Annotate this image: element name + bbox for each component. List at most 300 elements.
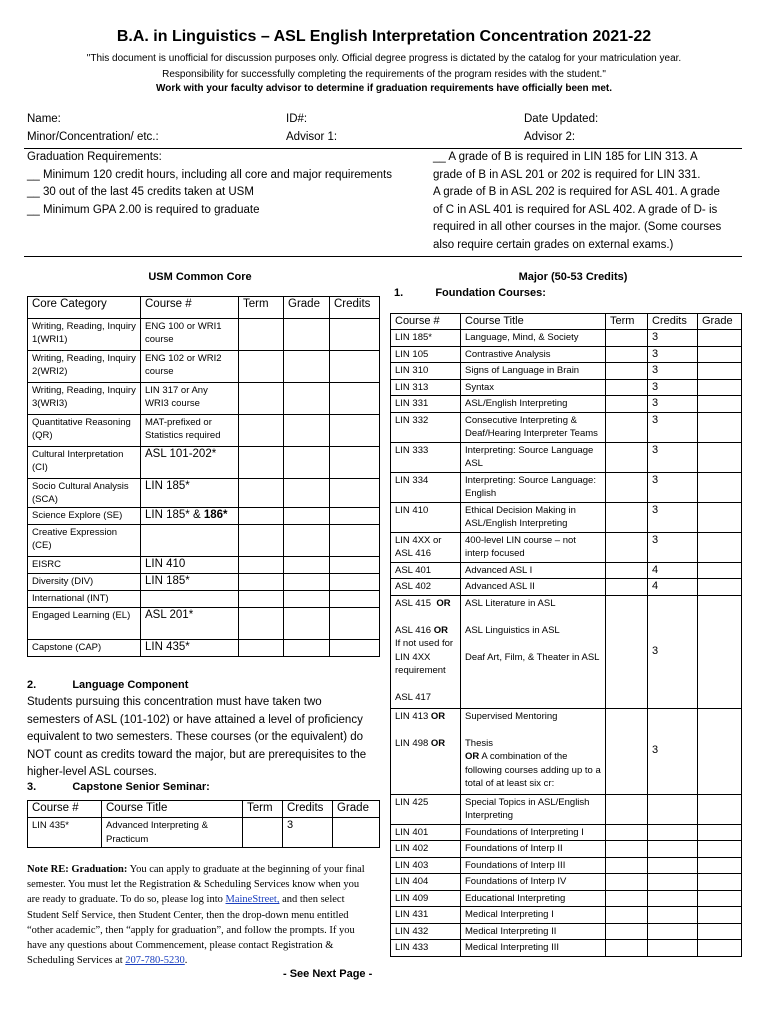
capstone-col-term: Term xyxy=(243,801,283,818)
core-course: ASL 101-202* xyxy=(141,447,239,479)
table-row xyxy=(391,841,742,858)
major-course-title: Advanced ASL I xyxy=(461,562,606,579)
grade-cell[interactable] xyxy=(284,319,330,351)
disclaimer-line-2: Responsibility for successfully completing the requirements of the program resides with the student." xyxy=(162,69,606,80)
major-credits: 3 xyxy=(648,379,698,396)
term-cell[interactable] xyxy=(606,874,648,891)
credits-cell[interactable] xyxy=(330,479,380,508)
grade-cell[interactable] xyxy=(698,379,742,396)
term-cell[interactable] xyxy=(606,890,648,907)
grade-line: __ A grade of B is required in LIN 185 for LIN 313. A xyxy=(433,151,698,163)
table-row xyxy=(391,442,742,472)
table-row xyxy=(391,940,742,957)
major-credits xyxy=(648,824,698,841)
table-row xyxy=(391,363,742,380)
major-course-title: Interpreting: Source Language ASL xyxy=(461,442,606,472)
table-row xyxy=(28,574,380,591)
term-cell[interactable] xyxy=(606,442,648,472)
term-cell[interactable] xyxy=(239,479,284,508)
asl-415: ASL 415 xyxy=(395,597,432,609)
table-row xyxy=(391,379,742,396)
grade-cell[interactable] xyxy=(284,525,330,557)
grade-cell[interactable] xyxy=(698,907,742,924)
table-row xyxy=(28,447,380,479)
major-course: LIN 333 xyxy=(391,442,461,472)
table-row xyxy=(28,351,380,383)
credits-cell[interactable] xyxy=(330,415,380,447)
major-course-title: Interpreting: Source Language: English xyxy=(461,472,606,502)
grade-cell[interactable] xyxy=(698,940,742,957)
term-cell[interactable] xyxy=(239,447,284,479)
table-row xyxy=(28,479,380,508)
date-updated-label: Date Updated: xyxy=(524,113,599,125)
core-course: LIN 435* xyxy=(141,640,239,657)
credits-cell[interactable] xyxy=(330,508,380,525)
major-credits xyxy=(648,923,698,940)
foundation-heading xyxy=(394,287,546,299)
table-row xyxy=(391,396,742,413)
major-course: LIN 4XX or ASL 416 xyxy=(391,532,461,562)
grade-cell[interactable] xyxy=(698,708,742,794)
grade-cell[interactable] xyxy=(698,794,742,824)
capstone-heading xyxy=(27,781,210,793)
grade-cell[interactable] xyxy=(698,442,742,472)
major-course: LIN 431 xyxy=(391,907,461,924)
capstone-col-title: Course Title xyxy=(102,801,243,818)
table-row xyxy=(391,330,742,347)
asl-415-title: ASL Literature in ASL xyxy=(465,597,556,609)
page-title: B.A. in Linguistics – ASL English Interpretation Concentration 2021-22 xyxy=(116,28,652,45)
major-header-row xyxy=(391,314,742,330)
table-row xyxy=(391,502,742,532)
table-row xyxy=(391,824,742,841)
table-row xyxy=(28,818,380,848)
credits-cell[interactable] xyxy=(330,608,380,640)
major-course: LIN 402 xyxy=(391,841,461,858)
major-course-title: Advanced ASL II xyxy=(461,579,606,596)
graduation-item: __ Minimum 120 credit hours, including all core and major requirements xyxy=(27,168,392,181)
credits-cell[interactable] xyxy=(330,574,380,591)
term-cell[interactable] xyxy=(606,379,648,396)
major-course-title: Signs of Language in Brain xyxy=(461,363,606,380)
grade-cell[interactable] xyxy=(698,890,742,907)
note-text-1: You can apply to graduate at the beginning of your final semester. You must let the Registration & Scheduling Services know when you are ready to graduate. To do so, please log into xyxy=(27,864,365,906)
or-label: OR xyxy=(430,710,446,722)
table-row xyxy=(391,562,742,579)
grade-line: of C in ASL 401 is required for ASL 402. A grade of D- is xyxy=(433,203,718,216)
major-credits xyxy=(648,907,698,924)
grade-line: required in all other courses in the major. (Some courses xyxy=(433,221,722,233)
core-col-term: Term xyxy=(239,297,284,319)
term-cell[interactable] xyxy=(606,502,648,532)
credits-cell[interactable] xyxy=(330,351,380,383)
core-category: Science Explore (SE) xyxy=(28,508,141,525)
major-course: LIN 403 xyxy=(391,857,461,874)
credits-cell[interactable] xyxy=(330,557,380,574)
credits-cell[interactable] xyxy=(330,319,380,351)
credits-cell[interactable] xyxy=(330,591,380,608)
asl-elective-credits: 3 xyxy=(648,595,698,708)
major-heading: Major (50-53 Credits) xyxy=(518,271,628,283)
core-course xyxy=(141,525,239,557)
major-course: LIN 409 xyxy=(391,890,461,907)
core-header-row xyxy=(28,297,380,319)
grade-cell[interactable] xyxy=(698,579,742,596)
phone-link[interactable]: 207-780-5230 xyxy=(125,955,185,967)
grade-cell[interactable] xyxy=(284,383,330,415)
core-course: LIN 317 or Any WRI3 course xyxy=(141,383,239,415)
major-course-title: ASL/English Interpreting xyxy=(461,396,606,413)
major-course: LIN 332 xyxy=(391,412,461,442)
major-course-title: Foundations of Interp II xyxy=(461,841,606,858)
term-cell[interactable] xyxy=(606,940,648,957)
major-course-title: Foundations of Interpreting I xyxy=(461,824,606,841)
major-col-title: Course Title xyxy=(461,314,606,330)
core-category: Writing, Reading, Inquiry 1(WRI1) xyxy=(28,319,141,351)
table-row xyxy=(391,794,742,824)
core-category: Cultural Interpretation (CI) xyxy=(28,447,141,479)
table-row xyxy=(28,508,380,525)
grade-cell[interactable] xyxy=(698,472,742,502)
term-cell[interactable] xyxy=(239,557,284,574)
divider-middle xyxy=(24,256,742,257)
core-table xyxy=(27,296,380,657)
major-course: LIN 425 xyxy=(391,794,461,824)
grade-cell[interactable] xyxy=(698,824,742,841)
core-course: LIN 185* xyxy=(141,479,239,508)
see-next-page: - See Next Page - xyxy=(283,968,373,980)
capstone-heading-text: Capstone Senior Seminar: xyxy=(72,781,210,793)
grade-cell[interactable] xyxy=(284,591,330,608)
core-category: Capstone (CAP) xyxy=(28,640,141,657)
core-course: ASL 201* xyxy=(141,608,239,640)
term-cell[interactable] xyxy=(606,532,648,562)
grade-cell[interactable] xyxy=(284,447,330,479)
grade-cell[interactable] xyxy=(284,415,330,447)
table-row xyxy=(391,890,742,907)
table-row xyxy=(391,579,742,596)
language-line: semesters of ASL (101-102) or have attained a level of proficiency xyxy=(27,713,363,726)
capstone-table xyxy=(27,800,380,848)
lin-413: LIN 413 xyxy=(395,710,429,722)
term-cell[interactable] xyxy=(239,383,284,415)
major-course-title: Language, Mind, & Society xyxy=(461,330,606,347)
core-course: LIN 410 xyxy=(141,557,239,574)
grade-requirements xyxy=(433,149,753,254)
credits-cell[interactable] xyxy=(330,447,380,479)
term-cell[interactable] xyxy=(239,591,284,608)
grade-cell[interactable] xyxy=(698,412,742,442)
grade-cell[interactable] xyxy=(698,857,742,874)
table-row xyxy=(28,383,380,415)
grade-cell[interactable] xyxy=(698,532,742,562)
table-row xyxy=(391,708,742,794)
term-cell[interactable] xyxy=(606,824,648,841)
term-cell[interactable] xyxy=(239,608,284,640)
major-col-grade: Grade xyxy=(698,314,742,330)
term-cell[interactable] xyxy=(606,841,648,858)
major-course: LIN 105 xyxy=(391,346,461,363)
major-credits xyxy=(648,874,698,891)
term-cell[interactable] xyxy=(606,412,648,442)
or-label: OR xyxy=(430,737,446,749)
asl-elective-titles xyxy=(461,595,606,708)
table-row xyxy=(391,874,742,891)
grade-cell[interactable] xyxy=(284,574,330,591)
term-cell[interactable] xyxy=(606,857,648,874)
core-col-grade: Grade xyxy=(284,297,330,319)
grade-cell[interactable] xyxy=(698,346,742,363)
core-category: Writing, Reading, Inquiry 3(WRI3) xyxy=(28,383,141,415)
term-cell[interactable] xyxy=(239,415,284,447)
major-course: LIN 432 xyxy=(391,923,461,940)
mentor-courses xyxy=(391,708,461,794)
foundation-heading-number: 1. xyxy=(394,287,404,299)
asl-416-title: ASL Linguistics in ASL xyxy=(465,624,560,636)
or-label: OR xyxy=(465,751,480,762)
name-field-label: Name: xyxy=(27,113,61,125)
term-cell[interactable] xyxy=(606,330,648,347)
mentor-titles xyxy=(461,708,606,794)
table-row xyxy=(391,907,742,924)
core-col-course: Course # xyxy=(141,297,239,319)
credits-cell[interactable] xyxy=(330,640,380,657)
major-course: LIN 410 xyxy=(391,502,461,532)
note-text-2: and then select Student Self Service, then Student Center, then the drop-down menu entitled “other academic”, then “apply for graduation”, and follow the prompts. If you have any questions about Commencement, please contact Registration & Scheduling Services at xyxy=(27,894,355,967)
table-row xyxy=(391,532,742,562)
major-course: LIN 404 xyxy=(391,874,461,891)
graduation-item: __ 30 out of the last 45 credits taken at USM xyxy=(27,186,254,198)
term-cell[interactable] xyxy=(606,595,648,708)
major-credits xyxy=(648,890,698,907)
table-row xyxy=(28,525,380,557)
term-cell[interactable] xyxy=(606,579,648,596)
major-course-title: Educational Interpreting xyxy=(461,890,606,907)
language-line: equivalent to two semesters. These courses (or the equivalent) do xyxy=(27,731,364,743)
term-cell[interactable] xyxy=(606,472,648,502)
core-category: Engaged Learning (EL) xyxy=(28,608,141,640)
major-course-title: Medical Interpreting I xyxy=(461,907,606,924)
major-course: ASL 401 xyxy=(391,562,461,579)
major-col-term: Term xyxy=(606,314,648,330)
graduation-item: __ Minimum GPA 2.00 is required to graduate xyxy=(27,203,260,216)
grade-cell[interactable] xyxy=(284,351,330,383)
major-credits xyxy=(648,857,698,874)
major-table xyxy=(390,313,742,957)
grade-cell[interactable] xyxy=(698,562,742,579)
capstone-col-credits: Credits xyxy=(283,801,333,818)
language-line: higher-level ASL courses. xyxy=(27,766,157,778)
table-row xyxy=(391,472,742,502)
core-category: Writing, Reading, Inquiry 2(WRI2) xyxy=(28,351,141,383)
term-cell[interactable] xyxy=(606,708,648,794)
foundation-heading-text: Foundation Courses: xyxy=(435,287,546,299)
major-credits: 3 xyxy=(648,502,698,532)
language-heading xyxy=(27,679,188,691)
grade-cell[interactable] xyxy=(284,508,330,525)
table-row xyxy=(28,608,380,640)
mentor-credits: 3 xyxy=(648,708,698,794)
core-course: ENG 100 or WRI1 course xyxy=(141,319,239,351)
term-cell[interactable] xyxy=(606,907,648,924)
asl-416-note: If not used for LIN 4XX requirement xyxy=(395,638,454,676)
major-credits: 3 xyxy=(648,346,698,363)
term-cell[interactable] xyxy=(239,525,284,557)
capstone-col-grade: Grade xyxy=(333,801,380,818)
major-course: LIN 433 xyxy=(391,940,461,957)
term-cell[interactable] xyxy=(606,396,648,413)
major-credits xyxy=(648,940,698,957)
grade-cell[interactable] xyxy=(698,841,742,858)
term-cell[interactable] xyxy=(239,640,284,657)
language-line: NOT count as credits toward the major, but are prerequisites to the xyxy=(27,748,367,761)
table-row xyxy=(391,857,742,874)
major-course-title: Foundations of Interp III xyxy=(461,857,606,874)
note-bold: Note RE: Graduation: xyxy=(27,864,128,875)
table-row xyxy=(28,640,380,657)
table-row xyxy=(28,591,380,608)
core-course: MAT-prefixed or Statistics required xyxy=(141,415,239,447)
term-cell[interactable] xyxy=(606,346,648,363)
major-course-title: Special Topics in ASL/English Interpreting xyxy=(461,794,606,824)
mainestreet-link[interactable]: MaineStreet, xyxy=(225,894,280,906)
advisor-1-label: Advisor 1: xyxy=(286,131,338,143)
major-credits: 4 xyxy=(648,579,698,596)
major-credits xyxy=(648,841,698,858)
major-course: LIN 334 xyxy=(391,472,461,502)
language-line: Students pursuing this concentration must have taken two xyxy=(27,696,322,708)
grade-cell[interactable] xyxy=(698,396,742,413)
core-category: EISRC xyxy=(28,557,141,574)
term-cell[interactable] xyxy=(606,363,648,380)
core-category: Socio Cultural Analysis (SCA) xyxy=(28,479,141,508)
asl-416: ASL 416 xyxy=(395,624,432,636)
table-row xyxy=(391,412,742,442)
major-credits: 3 xyxy=(648,532,698,562)
language-heading-number: 2. xyxy=(27,679,37,691)
major-col-credits: Credits xyxy=(648,314,698,330)
asl-elective-courses xyxy=(391,595,461,708)
graduation-requirements xyxy=(27,149,427,219)
combination-text: A combination of the following courses adding up to a total of at least six cr: xyxy=(465,751,601,789)
grade-cell[interactable] xyxy=(284,608,330,640)
major-credits xyxy=(648,794,698,824)
credits-cell[interactable] xyxy=(330,525,380,557)
capstone-title: Advanced Interpreting & Practicum xyxy=(102,818,243,848)
core-col-category: Core Category xyxy=(28,297,141,319)
major-course-title: Medical Interpreting II xyxy=(461,923,606,940)
capstone-grade-cell[interactable] xyxy=(333,818,380,848)
capstone-course: LIN 435* xyxy=(28,818,102,848)
or-label: OR xyxy=(436,597,451,609)
grade-line: also require certain grades on external exams.) xyxy=(433,238,674,251)
core-category: International (INT) xyxy=(28,591,141,608)
major-credits: 3 xyxy=(648,442,698,472)
major-credits: 3 xyxy=(648,412,698,442)
capstone-credits: 3 xyxy=(283,818,333,848)
term-cell[interactable] xyxy=(606,794,648,824)
lin-413-title: Supervised Mentoring xyxy=(465,710,558,722)
major-col-course: Course # xyxy=(391,314,461,330)
major-course-title: Consecutive Interpreting & Deaf/Hearing Interpreter Teams xyxy=(461,412,606,442)
disclaimer-line-1: "This document is unofficial for discussion purposes only. Official degree progress is dictated by the catalog for your matriculation year. xyxy=(86,53,682,64)
term-cell[interactable] xyxy=(239,351,284,383)
table-row xyxy=(28,415,380,447)
major-course: LIN 313 xyxy=(391,379,461,396)
major-credits: 3 xyxy=(648,472,698,502)
major-course-title: Syntax xyxy=(461,379,606,396)
core-col-credits: Credits xyxy=(330,297,380,319)
grade-cell[interactable] xyxy=(698,923,742,940)
table-row xyxy=(391,923,742,940)
lin-498: LIN 498 xyxy=(395,737,429,749)
grade-cell[interactable] xyxy=(698,502,742,532)
credits-cell[interactable] xyxy=(330,383,380,415)
major-course-title: Contrastive Analysis xyxy=(461,346,606,363)
major-course: LIN 401 xyxy=(391,824,461,841)
graduation-heading: Graduation Requirements: xyxy=(27,151,162,163)
grade-line: A grade of B in ASL 202 is required for ASL 401. A grade xyxy=(433,186,720,198)
core-course: LIN 185* & 186* xyxy=(141,508,239,525)
disclaimer-line-3: Work with your faculty advisor to determine if graduation requirements have officially been met. xyxy=(155,83,613,94)
core-category: Creative Expression (CE) xyxy=(28,525,141,557)
asl-417-title: Deaf Art, Film, & Theater in ASL xyxy=(465,651,600,663)
core-course xyxy=(141,591,239,608)
term-cell[interactable] xyxy=(606,562,648,579)
grade-cell[interactable] xyxy=(284,479,330,508)
grade-cell[interactable] xyxy=(284,640,330,657)
graduation-note xyxy=(27,862,373,968)
grade-cell[interactable] xyxy=(698,595,742,708)
minor-field-label: Minor/Concentration/ etc.: xyxy=(27,131,159,143)
major-credits: 3 xyxy=(648,363,698,380)
major-credits: 3 xyxy=(648,330,698,347)
major-course-title: 400-level LIN course – not interp focused xyxy=(461,532,606,562)
major-course: LIN 331 xyxy=(391,396,461,413)
id-field-label: ID#: xyxy=(286,113,308,125)
or-label: OR xyxy=(433,624,448,636)
language-heading-text: Language Component xyxy=(72,679,189,691)
grade-cell[interactable] xyxy=(284,557,330,574)
core-course: ENG 102 or WRI2 course xyxy=(141,351,239,383)
core-category: Quantitative Reasoning (QR) xyxy=(28,415,141,447)
major-course: ASL 402 xyxy=(391,579,461,596)
grade-line: grade of B in ASL 201 or 202 is required for LIN 331. xyxy=(433,168,701,181)
grade-cell[interactable] xyxy=(698,363,742,380)
language-paragraph xyxy=(27,694,377,782)
lin-498-title: Thesis xyxy=(465,737,493,749)
table-row xyxy=(391,346,742,363)
capstone-heading-number: 3. xyxy=(27,781,37,793)
term-cell[interactable] xyxy=(606,923,648,940)
core-course: LIN 185* xyxy=(141,574,239,591)
advisor-2-label: Advisor 2: xyxy=(524,131,576,143)
table-row xyxy=(28,557,380,574)
grade-cell[interactable] xyxy=(698,330,742,347)
table-row xyxy=(28,319,380,351)
major-course: LIN 310 xyxy=(391,363,461,380)
grade-cell[interactable] xyxy=(698,874,742,891)
core-category: Diversity (DIV) xyxy=(28,574,141,591)
major-course-title: Foundations of Interp IV xyxy=(461,874,606,891)
capstone-term-cell[interactable] xyxy=(243,818,283,848)
term-cell[interactable] xyxy=(239,319,284,351)
term-cell[interactable] xyxy=(239,508,284,525)
capstone-header-row xyxy=(28,801,380,818)
table-row xyxy=(391,595,742,708)
major-course-title: Ethical Decision Making in ASL/English Interpreting xyxy=(461,502,606,532)
term-cell[interactable] xyxy=(239,574,284,591)
